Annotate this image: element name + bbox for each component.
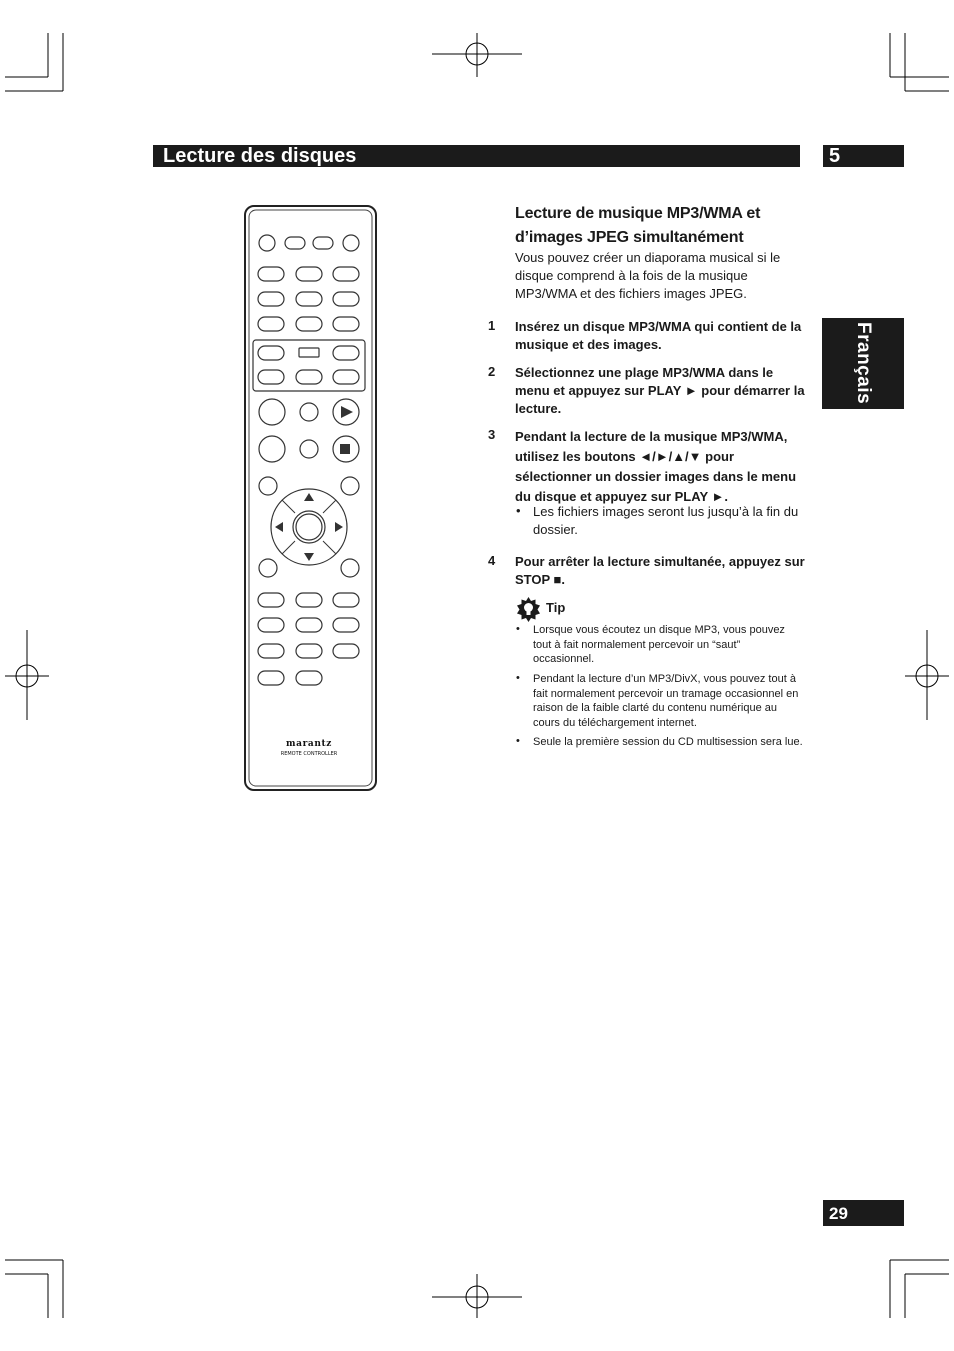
step-number: 4 xyxy=(488,553,496,568)
remote-control-illustration xyxy=(244,205,378,793)
remote-brand-logo: marantz xyxy=(286,739,332,749)
tip-item: Lorsque vous écoutez un disque MP3, vous pouvez tout à fait normalement percevoir un “saut” occasionnel. xyxy=(533,624,785,666)
tip-label: Tip xyxy=(546,600,566,615)
chapter-number: 5 xyxy=(829,145,841,167)
step-bullet-text: Les fichiers images seront lus jusqu’à la fin du dossier. xyxy=(533,504,799,537)
step-text: Pour arrêter la lecture simultanée, appuyez sur STOP ■. xyxy=(515,554,805,587)
step-number: 2 xyxy=(488,364,496,379)
bullet: • xyxy=(516,503,521,518)
page-header-title: Lecture des disques xyxy=(163,145,357,167)
tip-item: Pendant la lecture d’un MP3/DivX, vous pouvez tout à fait normalement percevoir un tramage occasionnel en raison de la faible clarté du contenu numérique au cours du téléchargement internet. xyxy=(533,673,799,729)
step-text: Insérez un disque MP3/WMA qui contient de la musique et des images. xyxy=(515,319,802,352)
step-text: Pendant la lecture de la musique MP3/WMA, utilisez les boutons ◄/►/▲/▼ pour sélectionner un dossier images dans le menu du disque et appuyez sur PLAY ►. xyxy=(515,429,797,504)
section-intro: Vous pouvez créer un diaporama musical si le disque comprend à la fois de la musique MP3/WMA et des fichiers images JPEG. xyxy=(515,250,781,301)
step-text: Sélectionnez une plage MP3/WMA dans le menu et appuyez sur PLAY ► pour démarrer la lecture. xyxy=(515,365,805,416)
step-number: 1 xyxy=(488,318,496,333)
step-number: 3 xyxy=(488,427,496,442)
bullet: • xyxy=(516,672,520,684)
tip-item: Seule la première session du CD multisession sera lue. xyxy=(533,736,803,748)
bullet: • xyxy=(516,735,520,747)
page-number: 29 xyxy=(829,1204,848,1223)
bullet: • xyxy=(516,623,520,635)
section-title: Lecture de musique MP3/WMA et d’images JPEG simultanément xyxy=(515,205,761,246)
lightbulb-icon xyxy=(516,597,541,622)
language-tab-label: Français xyxy=(853,322,874,405)
remote-subtitle: REMOTE CONTROLLER xyxy=(280,751,338,757)
